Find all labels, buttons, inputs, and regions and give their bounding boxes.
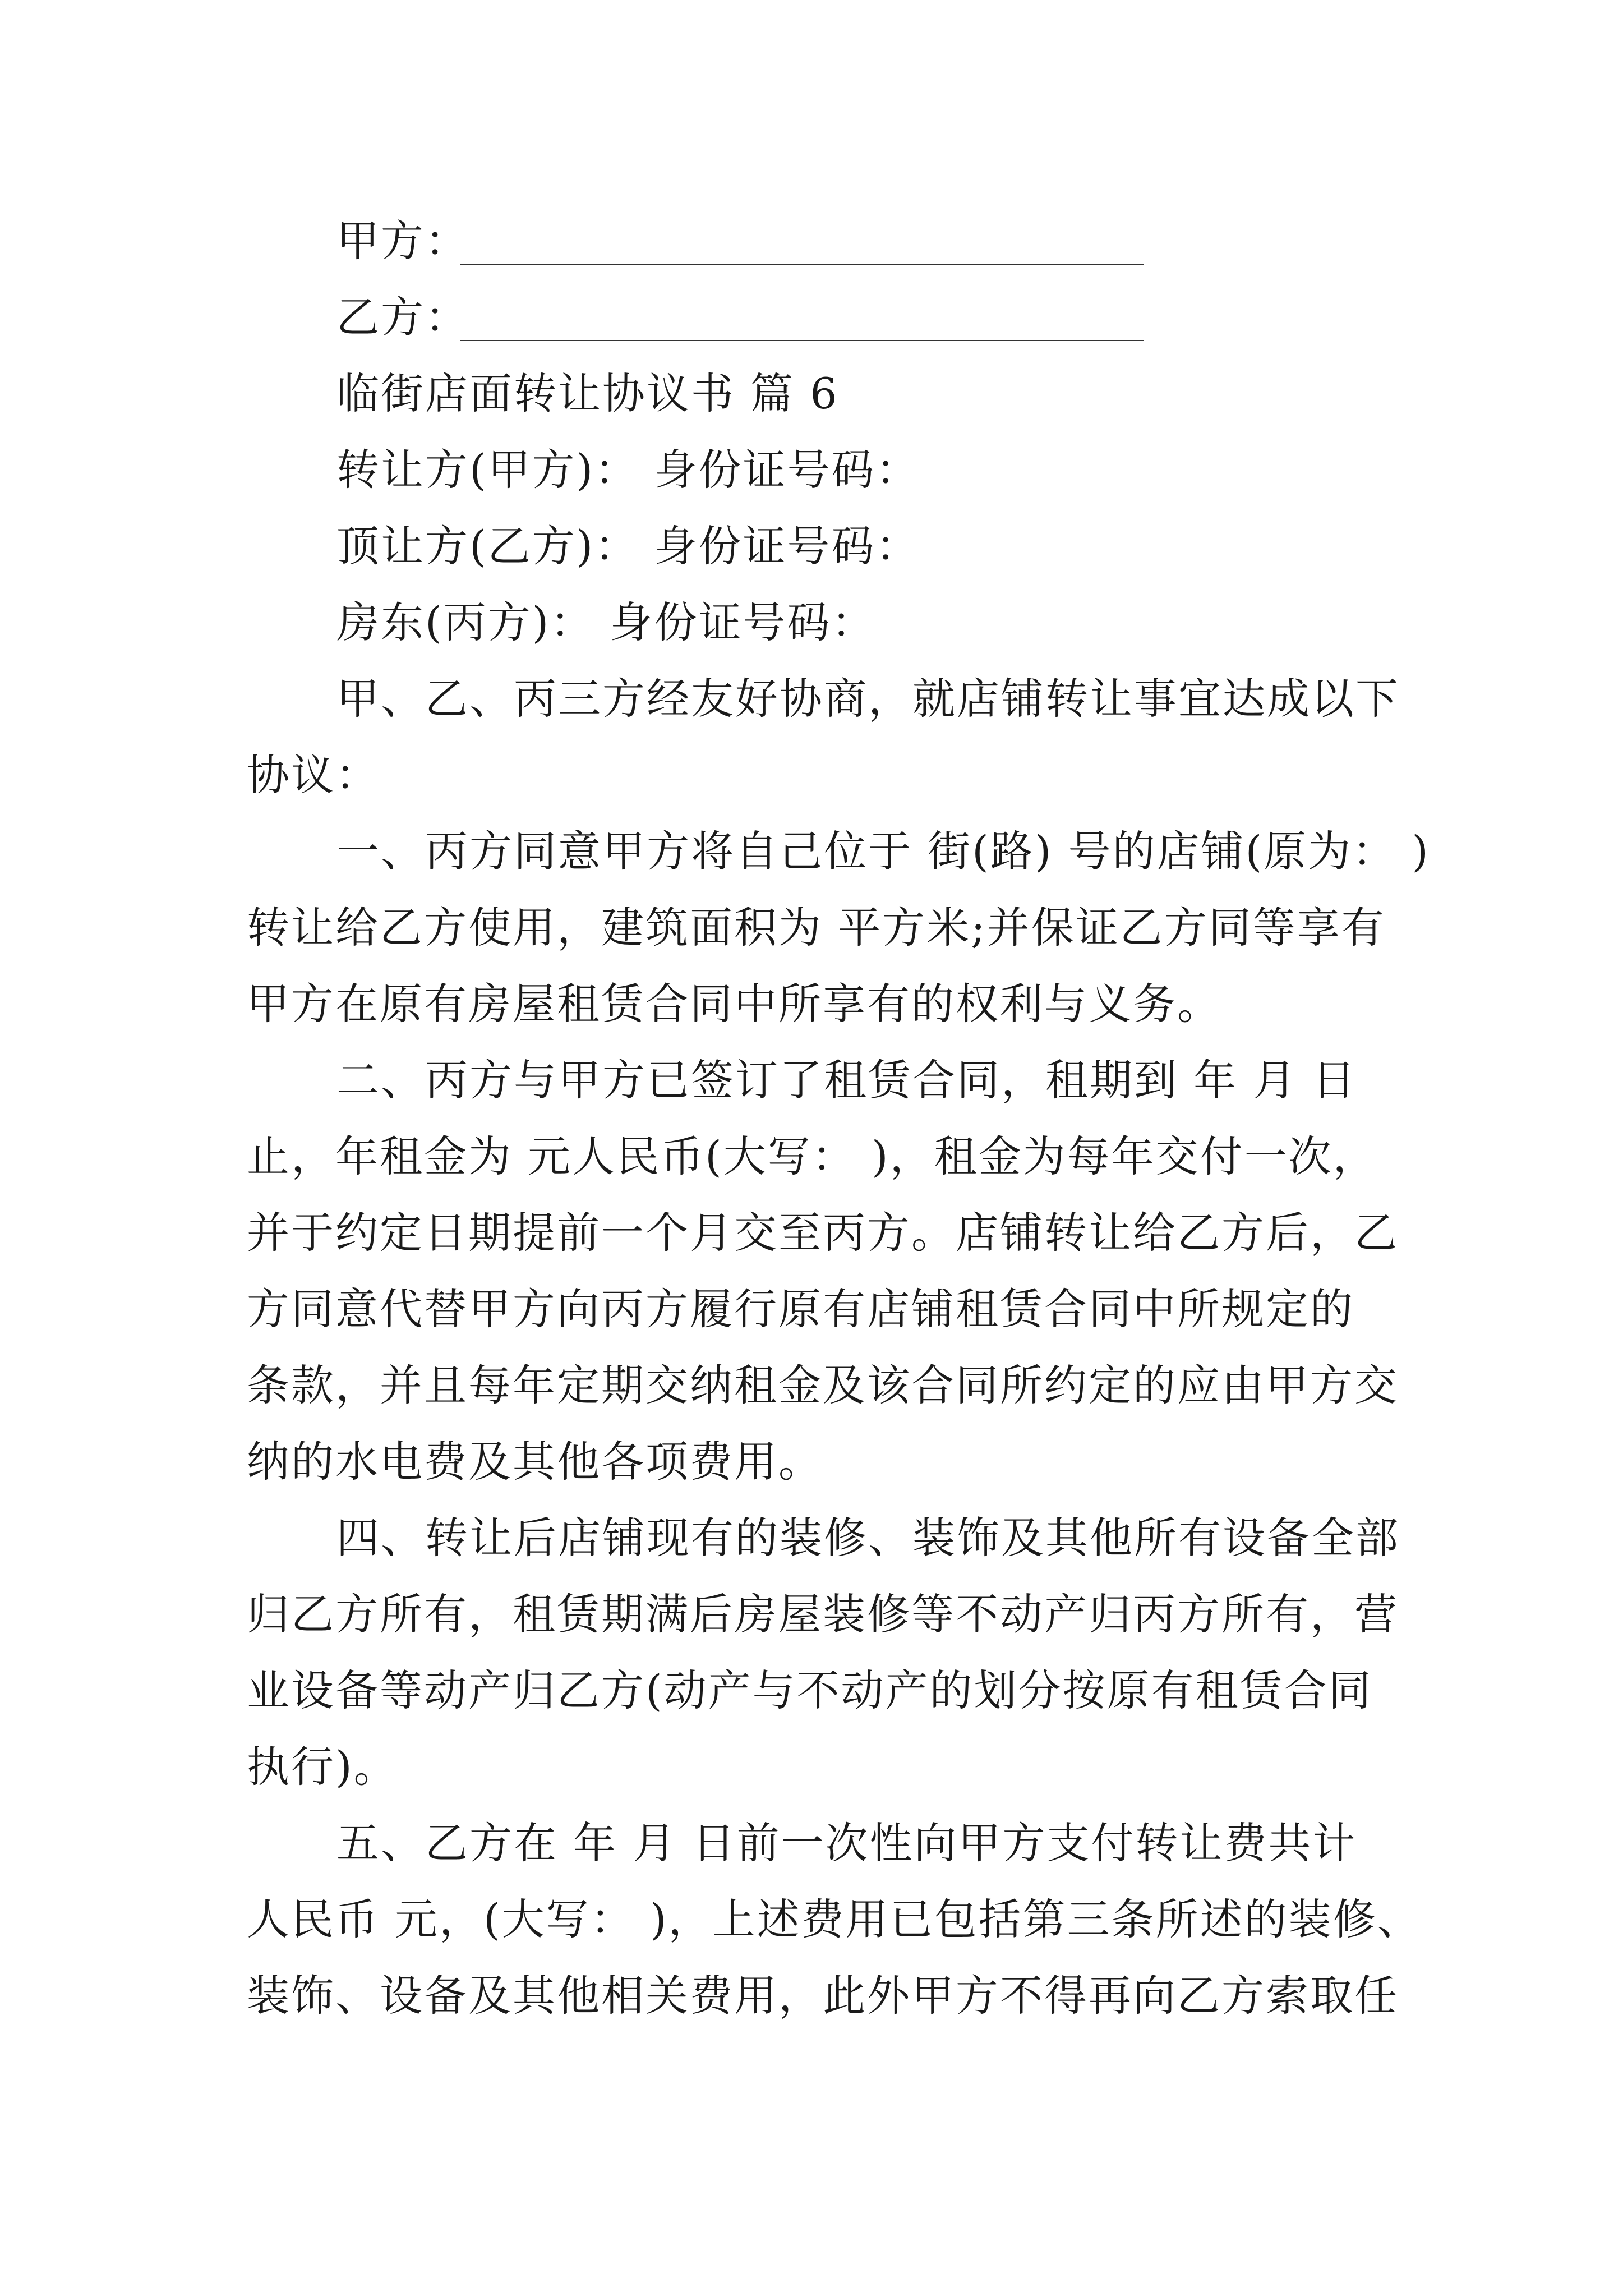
landlord-line: 房东(丙方)： 身份证号码： xyxy=(336,597,876,647)
transferor-line: 转让方(甲方)： 身份证号码： xyxy=(336,445,920,495)
clause-4-line-2: 归乙方所有，租赁期满后房屋装修等不动产归丙方所有，营 xyxy=(247,1589,1399,1639)
clause-2-line-2: 止，年租金为 元人民币(大写： )，租金为每年交付一次， xyxy=(247,1131,1377,1181)
party-b-signature-label: 乙方： xyxy=(336,292,469,342)
clause-2-line-6: 纳的水电费及其他各项费用。 xyxy=(247,1437,823,1487)
clause-2-line-3: 并于约定日期提前一个月交至丙方。店铺转让给乙方后，乙 xyxy=(247,1208,1399,1258)
clause-2-line-1: 二、丙方与甲方已签订了租赁合同，租期到 年 月 日 xyxy=(336,1055,1357,1105)
clause-4-line-3: 业设备等动产归乙方(动产与不动产的划分按原有租赁合同 xyxy=(247,1665,1373,1715)
clause-4-line-4: 执行)。 xyxy=(247,1742,398,1792)
clause-1-line-3: 甲方在原有房屋租赁合同中所享有的权利与义务。 xyxy=(247,979,1221,1029)
clause-5-line-1: 五、乙方在 年 月 日前一次性向甲方支付转让费共计 xyxy=(336,1818,1357,1868)
clause-4-line-1: 四、转让后店铺现有的装修、装饰及其他所有设备全部 xyxy=(336,1513,1400,1563)
clause-2-line-5: 条款，并且每年定期交纳租金及该合同所约定的应由甲方交 xyxy=(247,1360,1399,1410)
party-b-signature-line xyxy=(460,340,1144,341)
intro-line-2: 协议： xyxy=(247,750,380,800)
document-title: 临街店面转让协议书 篇 6 xyxy=(336,369,839,418)
transferee-line: 顶让方(乙方)： 身份证号码： xyxy=(336,521,920,571)
clause-5-line-2: 人民币 元，(大写： )，上述费用已包括第三条所述的装修、 xyxy=(247,1894,1422,1944)
clause-1-line-1: 一、丙方同意甲方将自己位于 街(路) 号的店铺(原为： ) xyxy=(336,826,1431,876)
clause-5-line-3: 装饰、设备及其他相关费用，此外甲方不得再向乙方索取任 xyxy=(247,1971,1399,2021)
party-a-signature-label: 甲方： xyxy=(336,216,469,266)
clause-2-line-4: 方同意代替甲方向丙方履行原有店铺租赁合同中所规定的 xyxy=(247,1284,1354,1334)
clause-1-line-2: 转让给乙方使用，建筑面积为 平方米;并保证乙方同等享有 xyxy=(247,903,1386,953)
intro-line-1: 甲、乙、丙三方经友好协商，就店铺转让事宜达成以下 xyxy=(336,674,1400,724)
party-a-signature-line xyxy=(460,264,1144,265)
